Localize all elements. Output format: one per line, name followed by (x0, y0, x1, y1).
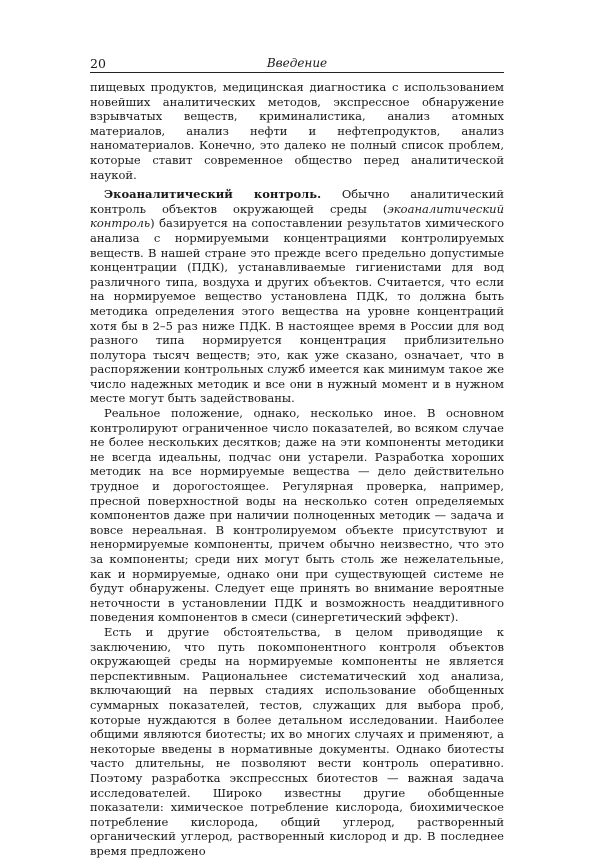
paragraph-real-situation: Реальное положение, однако, несколько иное. В основном контролируют ограниченное число показателей, во всяком случае не более нескольких десятков; даже на эти компоненты методики не всегда идеальны, подчас они устарели. Разработка хороших методик на все нормируемые вещества — дело действительно трудное и дорогостоящее. Регулярная проверка, например, пресной поверхностной воды на несколько сотен определяемых компонентов даже при наличии полноценных методик — задача и вовсе нереальная. В контролируемом объекте присутствуют и ненормируемые компоненты, причем обычно неизвестно, что это за компоненты; среди них могут быть столь же нежелательные, как и нормируемые, однако они при существующей системе не будут обнаружены. Следует еще принять во внимание вероятные неточности в установлении ПДК и возможность неаддитивного поведения компонентов в смеси (синергетический эффект). (90, 406, 504, 625)
running-title: Введение (266, 56, 328, 70)
paragraph-ecoanalytical-control (90, 187, 504, 406)
page-header (90, 54, 504, 73)
paragraph-continuation: пищевых продуктов, медицинская диагностика с использованием новейших аналитических методов, экспрессное обнаружение взрывчатых веществ, криминалистика, анализ атомных материалов, анализ нефти и нефтепродуктов, анализ наноматериалов. Конечно, это далеко не полный список проблем, которые ставит современное общество перед аналитической наукой. (90, 80, 504, 182)
body-text (90, 80, 504, 858)
paragraph-other-circumstances: Есть и другие обстоятельства, в целом приводящие к заключению, что путь покомпонентного контроля объектов окружающей среды на нормируемые компоненты не является перспективным. Рациональнее систематический ход анализа, включающий на первых стадиях использование обобщенных суммарных показателей, тестов, служащих для выбора проб, которые нуждаются в более детальном исследовании. Наиболее общими являются биотесты; их во многих случаях и применяют, а некоторые введены в нормативные документы. Однако биотесты часто длительны, не позволяют вести контроль оперативно. Поэтому разработка экспрессных биотестов — важная задача исследователей. Широко известны другие обобщенные показатели: химическое потребление кислорода, биохимическое потребление кислорода, общий углерод, растворенный органический углерод, растворенный кислород и др. В последнее время предложено (90, 624, 504, 858)
italic-term: экоаналитический контроль (90, 201, 504, 231)
paragraph-text: Обычно аналитический контроль объектов окружающей среды ( (90, 187, 504, 216)
page-number: 20 (90, 56, 106, 71)
section-lead-heading: Экоаналитический контроль. (104, 187, 322, 202)
paragraph-text: ) базируется на сопоставлении результатов химического анализа с нормируемыми концентрациями контролируемых веществ. В нашей стране это прежде всего предельно допустимые концентрации (ПДК), устанавливаемые гигиенистами для вод различного типа, воздуха и других объектов. Считается, что если на нормируемое вещество установлена ПДК, то должна быть методика определения этого вещества на уровне концентраций хотя бы в 2–5 раз ниже ПДК. В настоящее время в России для вод разного типа нормируется концентрация приблизительно полутора тысяч веществ; это, как уже сказано, означает, что в распоряжении контрольных служб имеется как минимум такое же число надежных методик и все они в нужный момент и в нужном месте могут быть задействованы. (90, 216, 504, 406)
